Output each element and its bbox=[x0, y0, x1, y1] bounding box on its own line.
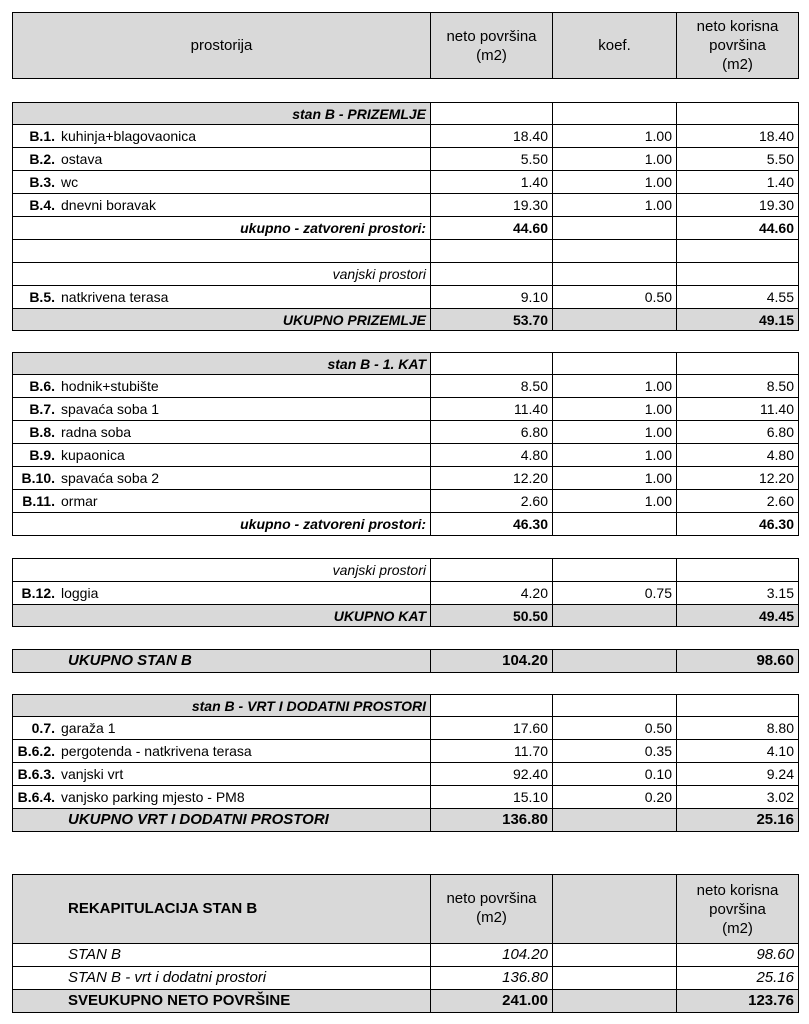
header-coef: koef. bbox=[553, 13, 677, 79]
recap-total-row: SVEUKUPNO NETO POVRŠINE 241.00 123.76 bbox=[13, 990, 799, 1013]
total-row: UKUPNO KAT 50.50 49.45 bbox=[13, 605, 799, 627]
table-row: B.2. ostava 5.50 1.00 5.50 bbox=[13, 148, 799, 171]
recap-row: STAN B 104.20 98.60 bbox=[13, 944, 799, 967]
table-row: B.7. spavaća soba 1 11.40 1.00 11.40 bbox=[13, 398, 799, 421]
subtotal-row: ukupno - zatvoreni prostori: 46.30 46.30 bbox=[13, 513, 799, 536]
kat-outdoor-table bbox=[12, 558, 799, 627]
outdoor-label: vanjski prostori bbox=[13, 263, 431, 286]
stan-total-table bbox=[12, 649, 799, 673]
outdoor-label: vanjski prostori bbox=[13, 559, 431, 582]
recap-title: REKAPITULACIJA STAN B bbox=[13, 875, 431, 944]
vrt-table bbox=[12, 694, 799, 832]
table-row: B.10. spavaća soba 2 12.20 1.00 12.20 bbox=[13, 467, 799, 490]
header-net-area: neto površina (m2) bbox=[431, 13, 553, 79]
total-row: UKUPNO VRT I DODATNI PROSTORI 136.80 25.16 bbox=[13, 809, 799, 832]
header-table bbox=[12, 12, 799, 79]
recap-row: STAN B - vrt i dodatni prostori 136.80 25.16 bbox=[13, 967, 799, 990]
table-row: B.12. loggia 4.20 0.75 3.15 bbox=[13, 582, 799, 605]
table-row: B.1. kuhinja+blagovaonica 18.40 1.00 18.40 bbox=[13, 125, 799, 148]
kat-table bbox=[12, 352, 799, 536]
prizemlje-table bbox=[12, 102, 799, 331]
recap-table bbox=[12, 874, 799, 1013]
table-row: 0.7. garaža 1 17.60 0.50 8.80 bbox=[13, 717, 799, 740]
recap-header-area: neto površina (m2) bbox=[431, 875, 553, 944]
table-row: B.6.2. pergotenda - natkrivena terasa 11.70 0.35 4.10 bbox=[13, 740, 799, 763]
table-row: B.6.4. vanjsko parking mjesto - PM8 15.10 0.20 3.02 bbox=[13, 786, 799, 809]
header-room: prostorija bbox=[13, 13, 431, 79]
total-row: UKUPNO PRIZEMLJE 53.70 49.15 bbox=[13, 309, 799, 331]
header-useful-area: neto korisna površina (m2) bbox=[677, 13, 799, 79]
table-row: B.4. dnevni boravak 19.30 1.00 19.30 bbox=[13, 194, 799, 217]
table-row: B.9. kupaonica 4.80 1.00 4.80 bbox=[13, 444, 799, 467]
table-row: B.8. radna soba 6.80 1.00 6.80 bbox=[13, 421, 799, 444]
table-row: B.11. ormar 2.60 1.00 2.60 bbox=[13, 490, 799, 513]
section-title: stan B - VRT I DODATNI PROSTORI bbox=[13, 695, 431, 717]
recap-header-net: neto korisna površina (m2) bbox=[677, 875, 799, 944]
section-title: stan B - 1. KAT bbox=[13, 353, 431, 375]
table-row: B.6. hodnik+stubište 8.50 1.00 8.50 bbox=[13, 375, 799, 398]
section-title: stan B - PRIZEMLJE bbox=[13, 103, 431, 125]
total-row: UKUPNO STAN B 104.20 98.60 bbox=[13, 650, 799, 673]
subtotal-row: ukupno - zatvoreni prostori: 44.60 44.60 bbox=[13, 217, 799, 240]
table-row: B.5. natkrivena terasa 9.10 0.50 4.55 bbox=[13, 286, 799, 309]
table-row: B.6.3. vanjski vrt 92.40 0.10 9.24 bbox=[13, 763, 799, 786]
table-row: B.3. wc 1.40 1.00 1.40 bbox=[13, 171, 799, 194]
